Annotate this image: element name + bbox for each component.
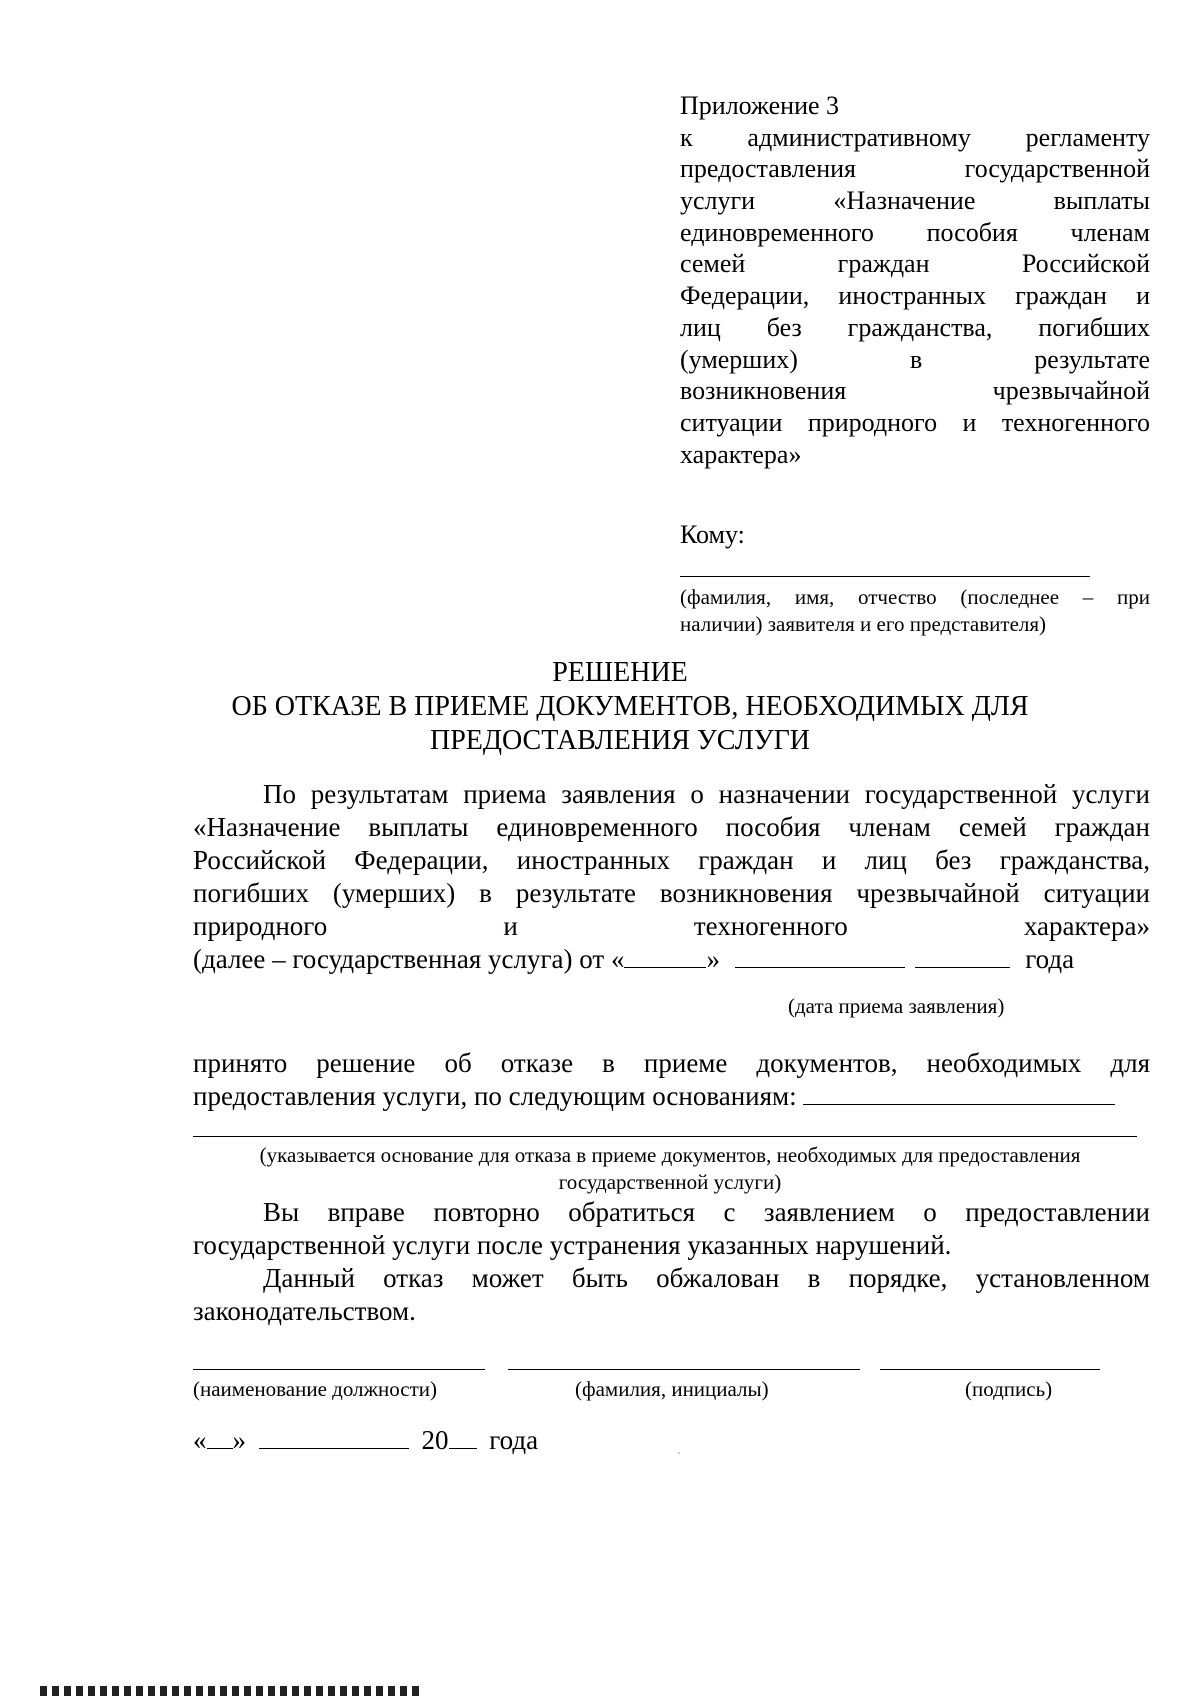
sig-month-field[interactable] <box>259 1424 409 1449</box>
sig-year-prefix: 20 <box>421 1425 449 1455</box>
paragraph-line: «Назначение выплаты единовременного пособия членам семей граждан <box>193 812 1150 842</box>
appendix-line: (умерших) в результате <box>680 344 1150 374</box>
appendix-line: предоставления государственной <box>680 154 1150 184</box>
paragraph-line: Российской Федерации, иностранных граждан и лиц без гражданства, <box>193 845 1150 875</box>
paragraph-line <box>193 1080 1150 1113</box>
appendix-line: характера» <box>680 439 802 469</box>
sig-year-field[interactable] <box>449 1424 477 1449</box>
date-quote-close: » <box>706 944 720 974</box>
recipient-caption <box>680 584 1150 638</box>
date-month-field[interactable] <box>735 943 905 968</box>
reason-caption <box>150 1142 1190 1196</box>
date-caption: (дата приема заявления) <box>788 994 1005 1018</box>
date-suffix: года <box>1025 944 1075 974</box>
reason-continuation-line[interactable] <box>193 1136 1137 1137</box>
date-day-field[interactable] <box>624 943 706 968</box>
appendix-header <box>680 90 1150 470</box>
paragraph-line: погибших (умерших) в результате возникновения чрезвычайной ситуации <box>193 878 1150 908</box>
sig-date-open: « <box>193 1425 207 1455</box>
paragraph-line: Вы вправе повторно обратиться с заявлением о предоставлении <box>263 1197 1150 1227</box>
signature-line[interactable] <box>880 1369 1100 1370</box>
signature-date <box>193 1424 538 1457</box>
position-caption: (наименование должности) <box>193 1377 438 1401</box>
reason-field[interactable] <box>803 1080 1115 1105</box>
appendix-line: к административному регламенту <box>680 122 1150 152</box>
paragraph-intro <box>193 778 1150 976</box>
recipient-caption-line: наличии) заявителя и его представителя) <box>680 612 1047 636</box>
date-year-field[interactable] <box>915 943 1010 968</box>
scan-speck <box>678 1452 680 1454</box>
appendix-line: семей граждан Российской <box>680 249 1150 279</box>
scan-edge-artifact <box>40 1686 420 1696</box>
document-title-3: ПРЕДОСТАВЛЕНИЯ УСЛУГИ <box>429 725 810 756</box>
reason-caption-line: государственной услуги) <box>558 1170 782 1194</box>
recipient-blank-line[interactable] <box>680 576 1090 577</box>
paragraph-line: природного и техногенного характера» <box>193 911 1150 941</box>
document-title-1: РЕШЕНИЕ <box>552 657 688 688</box>
recipient-label: Кому: <box>680 520 745 549</box>
appendix-title: Приложение 3 <box>680 91 840 120</box>
paragraph-reapply <box>193 1196 1150 1262</box>
document-title-2: ОБ ОТКАЗЕ В ПРИЕМЕ ДОКУМЕНТОВ, НЕОБХОДИМЫХ ДЛЯ <box>231 691 1029 722</box>
appendix-line: Федерации, иностранных граждан и <box>680 281 1150 311</box>
appendix-line: ситуации природного и техногенного <box>680 407 1150 437</box>
appendix-line: услуги «Назначение выплаты <box>680 186 1150 216</box>
date-prefix: (далее – государственная услуга) от « <box>193 944 625 974</box>
paragraph-line: государственной услуги после устранения указанных нарушений. <box>193 1230 952 1260</box>
paragraph-decision <box>193 1047 1150 1113</box>
sig-year-suffix: года <box>489 1425 539 1455</box>
paragraph-date-line <box>193 943 1150 976</box>
appendix-line: возникновения чрезвычайной <box>680 376 1150 406</box>
paragraph-line: Данный отказ может быть обжалован в порядке, установленном <box>263 1263 1150 1293</box>
name-line[interactable] <box>508 1369 860 1370</box>
paragraph-line: По результатам приема заявления о назначении государственной услуги <box>263 779 1150 809</box>
appendix-line: лиц без гражданства, погибших <box>680 312 1150 342</box>
position-line[interactable] <box>193 1369 485 1370</box>
reason-prefix: предоставления услуги, по следующим основаниям: <box>193 1081 797 1111</box>
reason-caption-line: (указывается основание для отказа в приеме документов, необходимых для предоставления <box>259 1143 1081 1167</box>
signature-caption: (подпись) <box>965 1377 1053 1401</box>
name-caption: (фамилия, инициалы) <box>575 1377 769 1401</box>
sig-date-close: » <box>232 1425 246 1455</box>
paragraph-appeal <box>193 1262 1150 1328</box>
paragraph-line: принято решение об отказе в приеме документов, необходимых для <box>193 1048 1150 1078</box>
recipient-caption-line: (фамилия, имя, отчество (последнее – при <box>680 585 1150 609</box>
sig-day-field[interactable] <box>207 1424 233 1449</box>
paragraph-line: законодательством. <box>193 1296 416 1326</box>
appendix-line: единовременного пособия членам <box>680 217 1150 247</box>
